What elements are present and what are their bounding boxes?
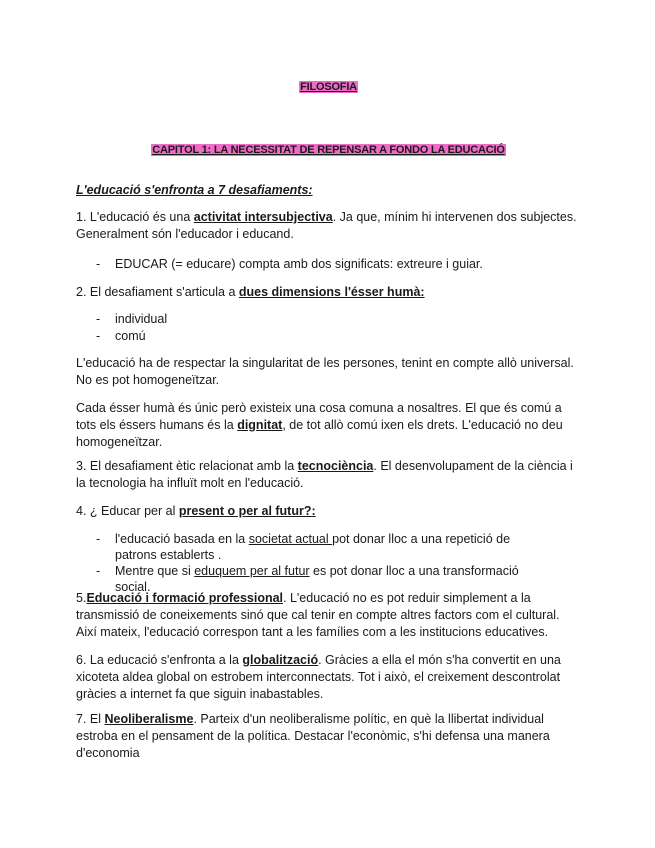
paragraph-5 bbox=[76, 458, 581, 492]
text-run: , de tot allò comú ixen els drets. L'educació no deu homogeneïtzar. bbox=[76, 418, 563, 449]
text-run: 5. bbox=[76, 591, 87, 605]
underlined-term: eduquem per al futur bbox=[194, 564, 310, 578]
bullet-dash: - bbox=[96, 532, 101, 546]
text-run: Mentre que si bbox=[115, 564, 195, 578]
bold-term: activitat intersubjectiva bbox=[193, 210, 333, 224]
bold-term: globalització bbox=[242, 653, 319, 667]
bullet-text: individual bbox=[115, 312, 168, 326]
text-run: 7. El bbox=[76, 712, 105, 726]
chapter-row bbox=[76, 140, 581, 158]
bullet-dash: - bbox=[96, 257, 101, 271]
bold-term: Educació i formació professional bbox=[86, 591, 284, 605]
text-run: Cada ésser humà és únic però existeix una cosa comuna a nosaltres. El que és comú a tots els éssers humans és la bbox=[76, 401, 562, 432]
paragraph-2 bbox=[76, 284, 581, 301]
bold-term: dues dimensions l'ésser humà: bbox=[238, 285, 425, 299]
paragraph-9 bbox=[76, 711, 581, 762]
bullet-text bbox=[115, 531, 545, 563]
text-run: 3. El desafiament ètic relacionat amb la bbox=[76, 459, 298, 473]
chapter-title: CAPITOL 1: LA NECESSITAT DE REPENSAR A FONDO LA EDUCACIÓ bbox=[152, 144, 505, 156]
bullet-dash: - bbox=[96, 564, 101, 578]
text-run: l'educació basada en la bbox=[115, 532, 249, 546]
paragraph-3: L'educació ha de respectar la singularitat de les persones, tenint en compte allò universal. No es pot homogeneïtzar. bbox=[76, 356, 574, 387]
bold-term: tecnociència bbox=[297, 459, 374, 473]
paragraph-7 bbox=[76, 590, 581, 641]
document-title: FILOSOFIA bbox=[300, 81, 357, 93]
text-run: 6. La educació s'enfronta a la bbox=[76, 653, 243, 667]
bullet-text: comú bbox=[115, 329, 146, 343]
bullet-text: EDUCAR (= educare) compta amb dos significats: extreure i guiar. bbox=[115, 257, 483, 271]
title-row bbox=[76, 77, 581, 95]
text-run: pot donar lloc a una repetició de patrons establerts . bbox=[115, 532, 511, 562]
bullet-dash: - bbox=[96, 329, 101, 343]
text-run: . Ja que, mínim hi intervenen dos subjectes. Generalment són l'educador i educand. bbox=[76, 210, 577, 241]
text-run: . Parteix d'un neoliberalisme polític, en què la llibertat individual estroba en el pensament de la política. Destacar l'econòmic, s'hi defensa una manera d'economia bbox=[76, 712, 550, 760]
text-run: . El desenvolupament de la ciència i la tecnologia ha influït molt en l'educació. bbox=[76, 459, 573, 490]
bullet-dash: - bbox=[96, 312, 101, 326]
bold-term: Neoliberalisme bbox=[104, 712, 194, 726]
paragraph-6 bbox=[76, 503, 581, 520]
bold-term: dignitat bbox=[237, 418, 283, 432]
underlined-term: societat actual bbox=[248, 532, 333, 546]
paragraph-8 bbox=[76, 652, 581, 703]
text-run: . Gràcies a ella el món s'ha convertit en una xicoteta aldea global on estrobem interconnectats. Tot i això, el creixement descontrolat gràcies a internet fa que siguin inabastables. bbox=[76, 653, 561, 701]
section-heading: L'educació s'enfronta a 7 desafiaments: bbox=[76, 183, 313, 197]
paragraph-4 bbox=[76, 400, 581, 451]
bold-term: present o per al futur?: bbox=[178, 504, 316, 518]
paragraph-1 bbox=[76, 209, 581, 243]
text-run: es pot donar lloc a una transformació social. bbox=[115, 564, 519, 594]
text-run: 4. ¿ Educar per al bbox=[76, 504, 179, 518]
text-run: . L'educació no es pot reduir simplement a la transmissió de coneixements sinó que cal tenir en compte altres factors com el cultural. Així mateix, l'educació correspon tant a les famílies com a les institucions educatives. bbox=[76, 591, 560, 639]
text-run: 1. L'educació és una bbox=[76, 210, 194, 224]
text-run: 2. El desafiament s'articula a bbox=[76, 285, 239, 299]
